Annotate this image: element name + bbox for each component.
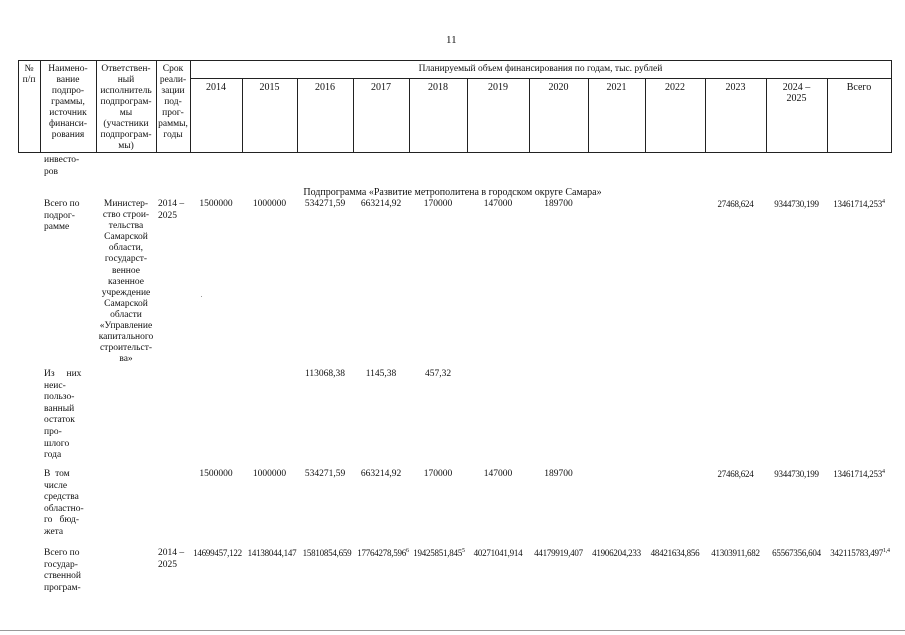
year-2019: 2019	[488, 82, 508, 93]
footnote-marker: 5	[462, 548, 465, 554]
year-2014: 2014	[206, 82, 226, 93]
row-regional-total	[827, 469, 891, 479]
row-unused-2017: 1145,38	[365, 369, 397, 379]
row-regional-2015: 1000000	[252, 469, 287, 479]
row-total-sub-2020: 189700	[544, 199, 573, 209]
row-regional-2014: 1500000	[199, 469, 233, 479]
row-total-sub-term: 2014 – 2025	[158, 199, 185, 221]
row-state-total-2021: 41906204,233	[592, 548, 641, 558]
row-state-total-2015: 14138044,147	[247, 548, 297, 558]
header-col-plan: Планируемый объем финансирования по годам, тыс. рублей	[418, 64, 663, 74]
row-state-total-2016: 15810854,659	[302, 548, 352, 558]
year-2018: 2018	[428, 82, 448, 93]
row-state-total-2018	[411, 548, 467, 558]
header-col-name: Наимено- вание подпро- граммы, источник финанси- рования	[48, 64, 88, 140]
row-state-total-2020: 44179919,407	[534, 548, 583, 558]
row-unused-2018: 457,32	[424, 369, 452, 379]
row-total-sub-2017: 663214,92	[360, 199, 402, 209]
row-state-total-2019: 40271041,914	[473, 548, 523, 558]
row-state-total-name: Всего по государ- ственной програм-	[44, 548, 82, 593]
page-number: 11	[446, 34, 457, 46]
border-right	[891, 60, 892, 153]
row-total-sub-2014: 1500000	[199, 199, 233, 209]
year-total: Всего	[846, 82, 872, 93]
header-bottom-border	[18, 152, 891, 153]
row-total-sub-2023: 27468,624	[717, 199, 754, 209]
row-regional-name: В том числе средства областно- го бюд- жета	[44, 469, 84, 537]
row-regional-total-value: 13461714,253	[833, 469, 882, 479]
header-col-executor: Ответствен- ный исполнитель подпрограм- мы (участники подпрограм- мы)	[100, 64, 152, 151]
row-state-total-total	[827, 548, 893, 558]
footnote-marker: 4	[882, 199, 885, 205]
year-2024-2025: 2024 – 2025	[782, 82, 811, 104]
year-2021: 2021	[606, 82, 627, 93]
header-col-term: Срок реали- зации под- прог- раммы, годы	[158, 64, 188, 140]
row-state-total-2018-value: 19425851,845	[413, 548, 462, 558]
row-total-sub-2016: 534271,59	[304, 199, 346, 209]
year-2017: 2017	[371, 82, 391, 93]
row-regional-2018: 170000	[423, 469, 453, 479]
row-regional-2016: 534271,59	[304, 469, 346, 479]
row-state-total-2017-value: 17764278,596	[357, 548, 406, 558]
year-2015: 2015	[259, 82, 280, 93]
row-state-total-term: 2014 – 2025	[158, 548, 185, 570]
row-total-sub-2024: 9344730,199	[774, 199, 819, 209]
row-unused-name: Из них неис- пользо- ванный остаток про- шлого года	[44, 369, 82, 461]
row-regional-2017: 663214,92	[360, 469, 402, 479]
row-regional-2019: 147000	[483, 469, 513, 479]
row-regional-2024: 9344730,199	[774, 469, 819, 479]
row-regional-2020: 189700	[544, 469, 573, 479]
year-2016: 2016	[315, 82, 335, 93]
footnote-marker: 1,4	[882, 548, 890, 554]
row-state-total-total-value: 342115783,497	[830, 548, 883, 558]
footnote-marker: 4	[882, 469, 885, 475]
row-total-sub-2018: 170000	[423, 199, 453, 209]
row-total-sub-executor: Министер- ство строи- тельства Самарской области, государст- венное казенное учреждение Самарской области «Управление капитального строительст- ва»	[98, 199, 154, 365]
row-state-total-2024: 65567356,604	[772, 548, 821, 558]
header-col-number: № п/п	[22, 64, 36, 85]
row-state-total-2014: 14699457,122	[193, 548, 242, 558]
row-state-total-2022: 48421634,856	[650, 548, 700, 558]
years-top-border	[190, 78, 891, 79]
footnote-marker: 6	[406, 548, 409, 554]
header-top-border	[18, 60, 891, 61]
row-total-sub-2015: 1000000	[252, 199, 287, 209]
scan-speck	[201, 296, 202, 297]
row-state-total-2023: 41303911,682	[711, 548, 760, 558]
year-2023: 2023	[725, 82, 746, 93]
subprogram-title: Подпрограмма «Развитие метрополитена в городском округе Самара»	[303, 187, 602, 198]
row-unused-2016: 113068,38	[304, 369, 346, 379]
year-2022: 2022	[665, 82, 685, 93]
row-regional-2023: 27468,624	[717, 469, 754, 479]
year-2020: 2020	[548, 82, 569, 93]
row-total-sub-name: Всего по подрог- рамме	[44, 199, 80, 233]
carryover-text: инвесто- ров	[44, 155, 80, 177]
row-state-total-2017	[355, 548, 411, 558]
row-total-sub-total	[827, 199, 891, 209]
row-total-sub-total-value: 13461714,253	[833, 199, 882, 209]
row-total-sub-2019: 147000	[483, 199, 513, 209]
scan-bottom-edge	[0, 630, 905, 631]
